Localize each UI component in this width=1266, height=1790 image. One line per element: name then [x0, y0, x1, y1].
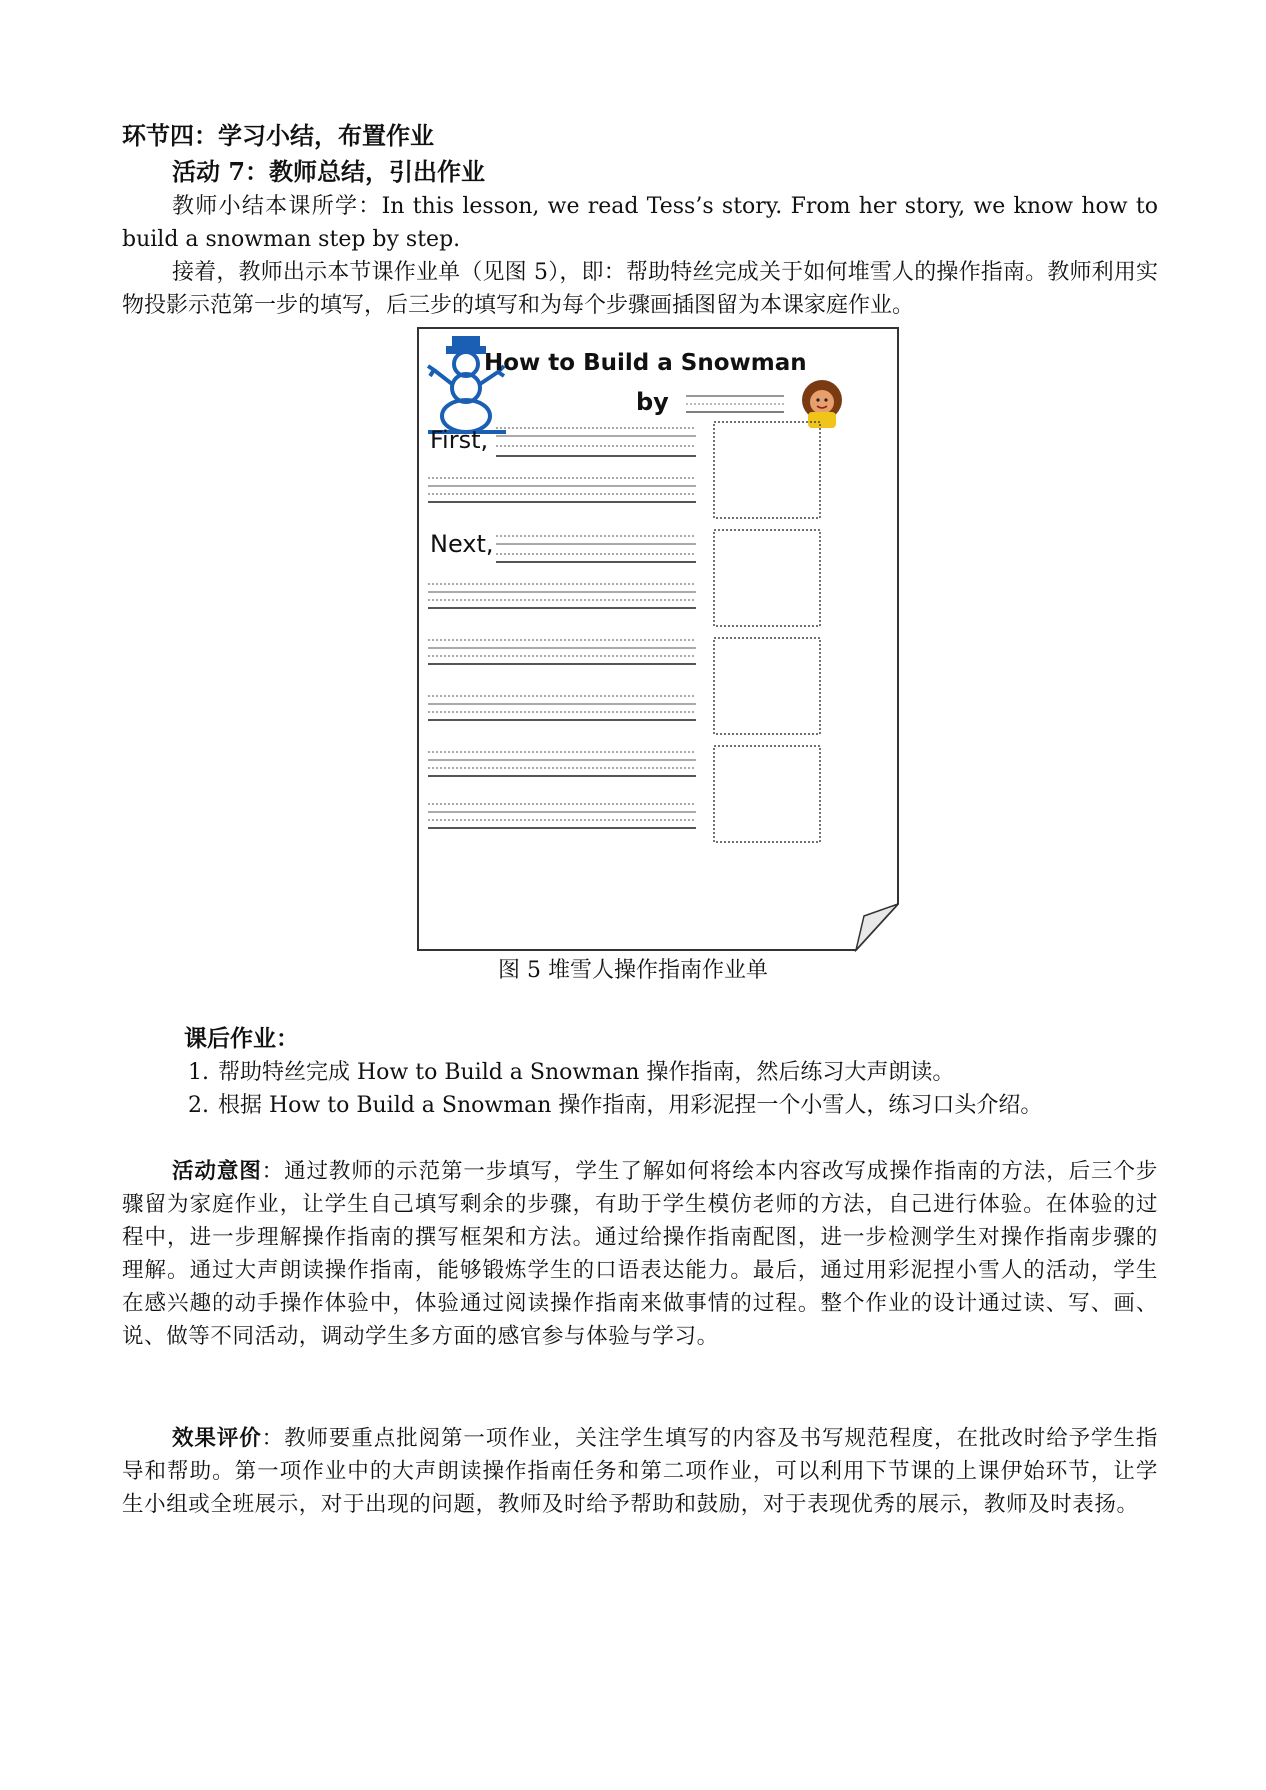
child-avatar-icon	[802, 380, 842, 428]
assignment-paragraph: 接着，教师出示本节课作业单（见图 5），即：帮助特丝完成关于如何堆雪人的操作指南。教师利用实物投影示范第一步的填写，后三步的填写和为每个步骤画插图留为本课家庭作业。	[122, 260, 1158, 318]
evaluation-section	[122, 1422, 1158, 1521]
summary-paragraph: 教师小结本课所学：In this lesson, we read Tess’s story. From her story, we know how to build a snowman step by step.	[122, 194, 1158, 252]
worksheet-image	[416, 326, 900, 952]
lesson-text	[122, 118, 1158, 322]
first-label: First,	[430, 426, 489, 454]
activity-intent-section	[122, 1155, 1158, 1353]
homework-item-number: 1.	[188, 1060, 209, 1085]
evaluation-paragraph	[122, 1422, 1158, 1521]
homework-item	[122, 1056, 1158, 1089]
homework-item-number: 2.	[188, 1093, 209, 1118]
next-label: Next,	[430, 530, 494, 558]
homework-section	[122, 1022, 1158, 1122]
activity-intent-paragraph	[122, 1155, 1158, 1353]
worksheet-by-label: by	[636, 388, 669, 416]
section-heading: 环节四：学习小结，布置作业	[122, 121, 434, 150]
activity-intent-label: 活动意图	[172, 1159, 262, 1184]
homework-item-text: 帮助特丝完成 How to Build a Snowman 操作指南，然后练习大声朗读。	[218, 1060, 955, 1085]
homework-item	[122, 1089, 1158, 1122]
evaluation-label: 效果评价	[172, 1426, 262, 1451]
worksheet-figure	[416, 326, 900, 952]
evaluation-text: ：教师要重点批阅第一项作业，关注学生填写的内容及书写规范程度，在批改时给予学生指导和帮助。第一项作业中的大声朗读操作指南任务和第二项作业，可以利用下节课的上课伊始环节，让学生小组或全班展示，对于出现的问题，教师及时给予帮助和鼓励，对于表现优秀的展示，教师及时表扬。	[122, 1426, 1158, 1517]
activity-intent-text: ：通过教师的示范第一步填写，学生了解如何将绘本内容改写成操作指南的方法，后三个步骤留为家庭作业，让学生自己填写剩余的步骤，有助于学生模仿老师的方法，自己进行体验。在体验的过程中，进一步理解操作指南的撰写框架和方法。通过给操作指南配图，进一步检测学生对操作指南步骤的理解。通过大声朗读操作指南，能够锻炼学生的口语表达能力。最后，通过用彩泥捏小雪人的活动，学生在感兴趣的动手操作体验中，体验通过阅读操作指南来做事情的过程。整个作业的设计通过读、写、画、说、做等不同活动，调动学生多方面的感官参与体验与学习。	[122, 1159, 1158, 1349]
activity-heading: 活动 7：教师总结，引出作业	[172, 157, 486, 186]
homework-title: 课后作业：	[184, 1025, 299, 1052]
worksheet-title: How to Build a Snowman	[484, 350, 807, 376]
figure-caption: 图 5 堆雪人操作指南作业单	[498, 958, 768, 983]
homework-item-text: 根据 How to Build a Snowman 操作指南，用彩泥捏一个小雪人，练习口头介绍。	[218, 1093, 1043, 1118]
